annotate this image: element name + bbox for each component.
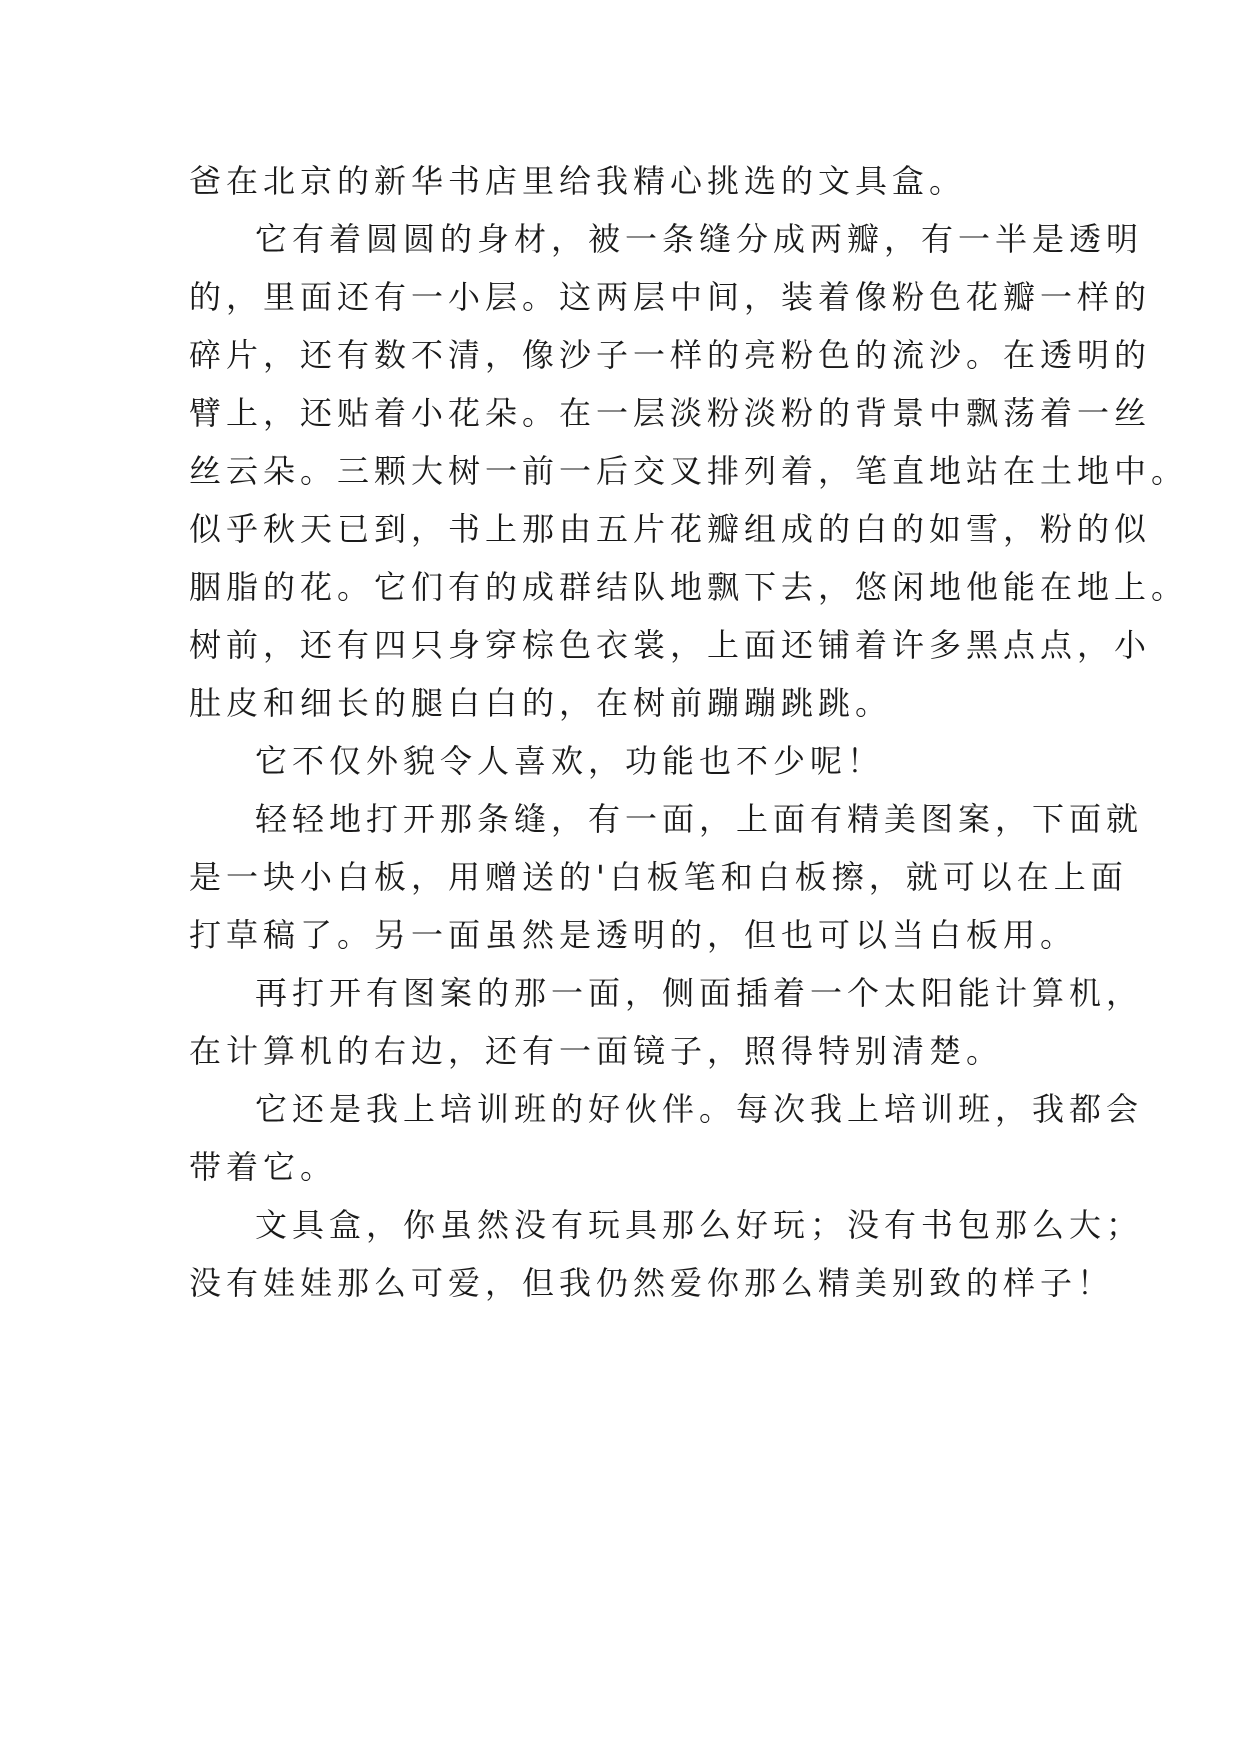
text-line: 爸在北京的新华书店里给我精心挑选的文具盒。 xyxy=(189,162,967,200)
text-line: 它有着圆圆的身材，被一条缝分成两瓣，有一半是透明 xyxy=(255,220,1144,258)
text-line: 在计算机的右边，还有一面镜子，照得特别清楚。 xyxy=(189,1032,1004,1070)
text-line: 它还是我上培训班的好伙伴。每次我上培训班，我都会 xyxy=(255,1090,1144,1128)
essay-body xyxy=(189,152,1189,1312)
text-line: 是一块小白板，用赠送的'白板笔和白板擦，就可以在上面 xyxy=(189,858,1128,896)
text-line: 它不仅外貌令人喜欢，功能也不少呢！ xyxy=(255,742,885,780)
text-line: 树前，还有四只身穿棕色衣裳，上面还铺着许多黑点点，小 xyxy=(189,626,1152,664)
text-line: 带着它。 xyxy=(189,1148,338,1186)
text-line: 胭脂的花。它们有的成群结队地飘下去，悠闲地他能在地上。 xyxy=(189,568,1189,606)
text-line: 打草稿了。另一面虽然是透明的，但也可以当白板用。 xyxy=(189,916,1078,954)
text-line: 的，里面还有一小层。这两层中间，装着像粉色花瓣一样的 xyxy=(189,278,1152,316)
text-line: 似乎秋天已到，书上那由五片花瓣组成的白的如雪，粉的似 xyxy=(189,510,1152,548)
text-line: 臂上，还贴着小花朵。在一层淡粉淡粉的背景中飘荡着一丝 xyxy=(189,394,1152,432)
text-line: 轻轻地打开那条缝，有一面，上面有精美图案，下面就 xyxy=(255,800,1144,838)
text-line: 碎片，还有数不清，像沙子一样的亮粉色的流沙。在透明的 xyxy=(189,336,1152,374)
text-line: 丝云朵。三颗大树一前一后交叉排列着，笔直地站在土地中。 xyxy=(189,452,1189,490)
text-line: 肚皮和细长的腿白白的，在树前蹦蹦跳跳。 xyxy=(189,684,893,722)
text-line: 文具盒，你虽然没有玩具那么好玩；没有书包那么大； xyxy=(255,1206,1144,1244)
text-line: 没有娃娃那么可爱，但我仍然爱你那么精美别致的样子！ xyxy=(189,1264,1115,1302)
text-line: 再打开有图案的那一面，侧面插着一个太阳能计算机， xyxy=(255,974,1144,1012)
